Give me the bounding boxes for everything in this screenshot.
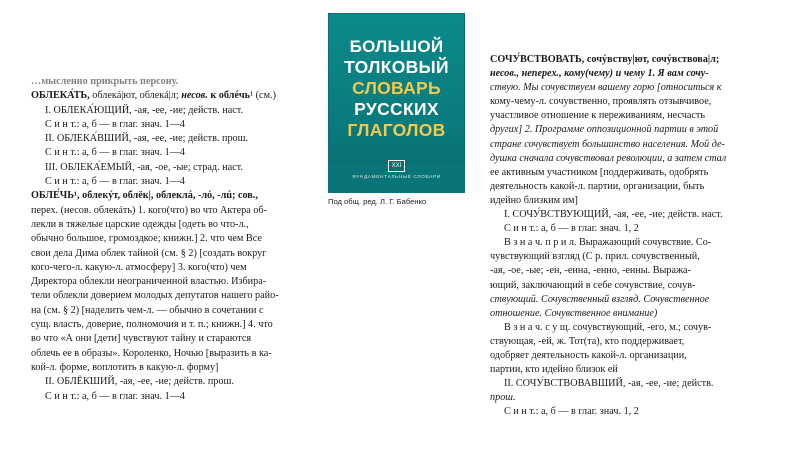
definition-line: сущ. власть, доверие, полномочия и т. п.; книжн.] 4. что xyxy=(31,319,273,331)
definition-line: одобряет деятельность какой-л. организации, xyxy=(490,349,687,361)
definition-line: чувствующий взгляд (С р. прил. сочувственный, xyxy=(490,251,700,263)
book-cover-image xyxy=(328,13,465,193)
definition-line: идейно близким им] xyxy=(490,194,578,206)
synt-line: С и н т.: а, б — в глаг. знач. 1—4 xyxy=(45,390,185,402)
synt-line: С и н т.: а, б — в глаг. знач. 1—4 xyxy=(45,118,185,130)
cover-title-line: ГЛАГОЛОВ xyxy=(347,120,446,140)
definition-line: -ая, -ое, -ые; -ен, -енна, -енно, -енны. Выража- xyxy=(490,265,691,277)
participle-line: I. СОЧУ́ВСТВУЮЩИЙ, -ая, -ее, -ие; действ. наст. xyxy=(504,209,723,221)
cover-title-line: БОЛЬШОЙ xyxy=(349,37,444,56)
participle-line: II. СОЧУ́ВСТВОВАВШИЙ, -ая, -ее, -ие; действ. xyxy=(504,378,714,390)
definition-line: Директора облекли неограниченной властью. Избира- xyxy=(31,276,267,288)
cut-line: …мысленно прикрыть персону. xyxy=(31,76,179,87)
synt-line: С и н т.: а, б — в глаг. знач. 1—4 xyxy=(45,147,185,159)
definition-line: облечь ее в образы». Короленко, Ночью [выразить в ка- xyxy=(31,347,272,359)
definition-line: партии, кто идейно близок ей xyxy=(490,364,618,376)
definition-line: кого-чего-л. какую-л. атмосферу] 3. кого(что) чем xyxy=(31,261,247,273)
synt-line: С и н т.: а, б — в глаг. знач. 1, 2 xyxy=(504,406,639,418)
definition-line: во что «А они [дети] чувствуют тайну и стараются xyxy=(31,333,252,345)
entry-headword-sochuvstvovat: СОЧУ́ВСТВОВАТЬ, сочýвству|ют, сочýвствова|л; xyxy=(490,54,720,65)
definition-line: кой-л. форме, воплотить в какую-л. форму] xyxy=(31,361,219,373)
cover-caption: Под общ. ред. Л. Г. Бабенко xyxy=(328,197,427,206)
definition-line: лекли в тяжелые царские одежды [одеть во что-л., xyxy=(31,218,249,230)
participle-line: II. ОБЛЕКА́ВШИЙ, -ая, -ее, -ие; действ. прош. xyxy=(45,133,249,145)
noun-sense-line: В з н а ч. с у щ. сочувствующий, -его, м.; сочув- xyxy=(504,321,712,333)
definition-line: стране сочувствует большинство населения. Мой де- xyxy=(490,138,725,150)
cover-badge: XXI xyxy=(388,160,405,172)
cover-title-line: РУССКИХ xyxy=(354,99,439,119)
participle-line: II. ОБЛЁКШИЙ, -ая, -ее, -ие; действ. прош. xyxy=(45,376,234,388)
definition-line: тели облекли доверием молодых депутатов нашего райо- xyxy=(31,290,279,302)
synt-line: С и н т.: а, б — в глаг. знач. 1, 2 xyxy=(504,223,639,235)
entry-headword-oblech: ОБЛЕ́ЧЬ¹, облекýт, облёк|, облеклá, -лó, -лú; сов., xyxy=(31,190,258,202)
cover-title-line: СЛОВАРЬ xyxy=(352,78,441,98)
definition-line: ствующий. Сочувственный взгляд. Сочувственное xyxy=(490,293,710,305)
definition-line: ствующая, -ей, ж. Тот(та), кто поддерживает, xyxy=(490,335,685,347)
definition-line: ющий, заключающий в себе сочувствие, сочув- xyxy=(490,279,696,291)
definition-line: на (см. § 2) [наделить чем-л. — обычно в сочетании с xyxy=(31,304,264,316)
dictionary-page-left xyxy=(31,76,319,408)
definition-line: деятельность какой-л. партии, организации, быть xyxy=(490,180,705,192)
definition-line: душка сначала сочувствовал революции, а затем стал xyxy=(490,152,727,164)
definition-line: участливое отношение к переживаниям, несчасть xyxy=(490,110,706,122)
definition-line: несов., неперех., кому(чему) и чему 1. Я вам сочу- xyxy=(490,68,709,80)
participle-line-cont: прош. xyxy=(490,392,516,404)
participle-line: I. ОБЛЕКА́ЮЩИЙ, -ая, -ее, -ие; действ. наст. xyxy=(45,104,244,116)
definition-line: других] 2. Программе оппозиционной партии в этой xyxy=(490,124,719,136)
synt-line: С и н т.: а, б — в глаг. знач. 1—4 xyxy=(45,176,185,188)
adjective-sense-line: В з н а ч. п р и л. Выражающий сочувствие. Со- xyxy=(504,237,712,249)
definition-line: кому-чему-л. сочувственно, проявлять отзывчивое, xyxy=(490,96,712,108)
participle-line: III. ОБЛЕКА́ЕМЫЙ, -ая, -ое, -ые; страд. наст. xyxy=(45,161,243,173)
definition-line: ее активным участником [поддерживать, одобрять xyxy=(490,166,709,178)
definition-line: отношение. Сочувственное внимание) xyxy=(490,307,658,319)
entry-headword-oblekat: ОБЛЕКА́ТЬ, облекá|ют, облекá|л; несов. к облéчь¹ (см.) xyxy=(31,90,276,102)
definition-line: перех. (несов. облекáть) 1. кого(что) во что Актера об- xyxy=(31,204,267,216)
definition-line: ствую. Мы сочувствуем вашему горю [относиться к xyxy=(490,82,722,94)
definition-line: обычно большое, громоздкое; книжн.] 2. что чем Все xyxy=(31,233,262,245)
cover-series-label: ФУНДАМЕНТАЛЬНЫЕ СЛОВАРИ xyxy=(352,175,441,180)
dictionary-page-right xyxy=(490,53,750,418)
definition-line: свои дела Дима облек тайной (см. § 2) [создать вокруг xyxy=(31,247,267,259)
cover-title-line: ТОЛКОВЫЙ xyxy=(344,57,449,77)
